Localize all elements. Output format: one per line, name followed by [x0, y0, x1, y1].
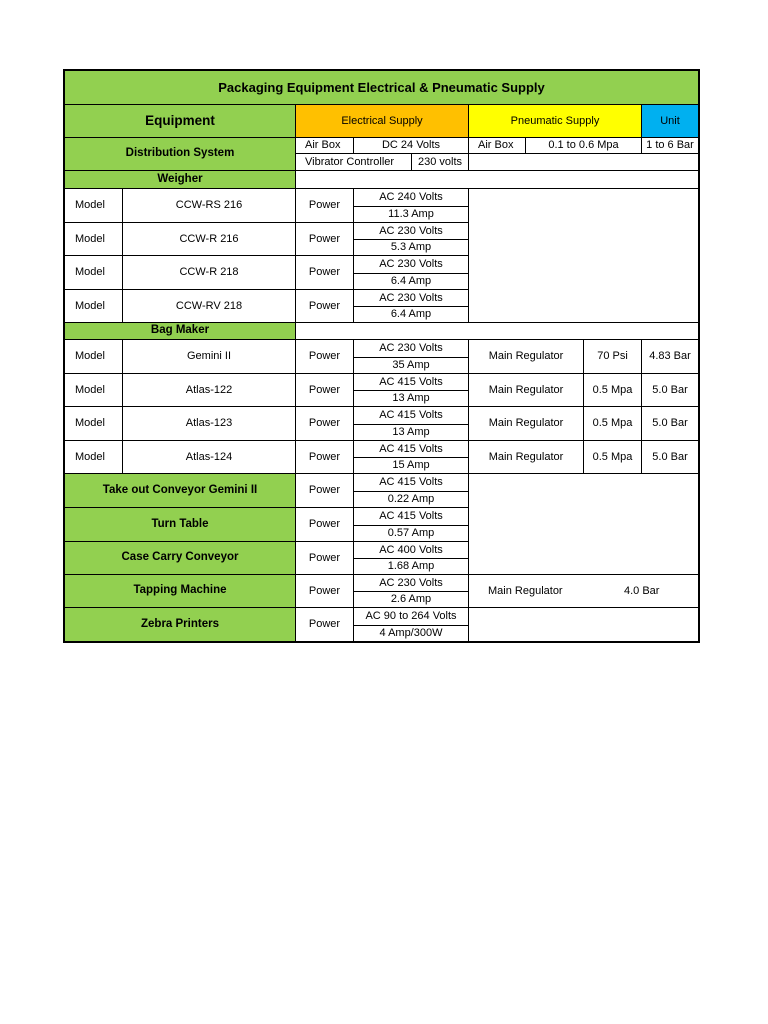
equipment-amps: 1.68 Amp	[353, 558, 469, 575]
weigher-section-blank	[295, 170, 699, 189]
equipment-power-label: Power	[295, 473, 354, 508]
bag-maker-regulator: Main Regulator	[468, 339, 584, 374]
header-unit: Unit	[641, 104, 699, 138]
bag-maker-pressure: 0.5 Mpa	[583, 406, 642, 441]
weigher-pneumatic-blank	[468, 188, 699, 323]
bag-maker-amps: 15 Amp	[353, 457, 469, 474]
distribution-vibrator-controller: Vibrator Controller	[295, 153, 412, 171]
equipment-amps: 2.6 Amp	[353, 591, 469, 608]
weigher-section-label: Weigher	[64, 170, 296, 189]
bag-maker-model-name: Atlas-124	[122, 440, 296, 474]
bag-maker-pressure: 0.5 Mpa	[583, 440, 642, 474]
bag-maker-bar: 5.0 Bar	[641, 373, 699, 407]
distribution-unit: 1 to 6 Bar	[641, 137, 699, 154]
bag-maker-model-label: Model	[64, 440, 123, 474]
distribution-pneumatic-range: 0.1 to 0.6 Mpa	[525, 137, 642, 154]
weigher-amps: 5.3 Amp	[353, 239, 469, 256]
bag-maker-power-label: Power	[295, 373, 354, 407]
equipment-volts: AC 400 Volts	[353, 541, 469, 559]
equipment-volts: AC 230 Volts	[353, 574, 469, 592]
header-pneumatic-supply: Pneumatic Supply	[468, 104, 642, 138]
weigher-volts: AC 230 Volts	[353, 289, 469, 307]
bag-maker-bar: 4.83 Bar	[641, 339, 699, 374]
weigher-power-label: Power	[295, 289, 354, 323]
bag-maker-bar: 5.0 Bar	[641, 406, 699, 441]
distribution-air-box-value: DC 24 Volts	[353, 137, 469, 154]
equipment-power-label: Power	[295, 541, 354, 575]
equipment-power-label: Power	[295, 574, 354, 608]
weigher-model-label: Model	[64, 188, 123, 223]
bag-maker-section-blank	[295, 322, 699, 340]
bag-maker-pressure: 0.5 Mpa	[583, 373, 642, 407]
distribution-vibrator-value: 230 volts	[411, 153, 469, 171]
weigher-volts: AC 230 Volts	[353, 222, 469, 240]
bag-maker-model-name: Gemini II	[122, 339, 296, 374]
equipment-name: Tapping Machine	[64, 574, 296, 608]
equipment-volts: AC 415 Volts	[353, 473, 469, 492]
weigher-model-name: CCW-RV 218	[122, 289, 296, 323]
bag-maker-model-name: Atlas-122	[122, 373, 296, 407]
weigher-amps: 11.3 Amp	[353, 206, 469, 223]
weigher-power-label: Power	[295, 255, 354, 290]
tapping-bar: 4.0 Bar	[624, 584, 660, 597]
equipment-name: Take out Conveyor Gemini II	[64, 473, 296, 508]
bag-maker-model-label: Model	[64, 373, 123, 407]
distribution-blank	[468, 153, 699, 171]
equipment-power-label: Power	[295, 507, 354, 542]
bag-maker-amps: 13 Amp	[353, 390, 469, 407]
weigher-model-label: Model	[64, 255, 123, 290]
weigher-volts: AC 230 Volts	[353, 255, 469, 274]
bag-maker-model-name: Atlas-123	[122, 406, 296, 441]
bag-maker-regulator: Main Regulator	[468, 373, 584, 407]
bag-maker-power-label: Power	[295, 440, 354, 474]
equipment-name: Turn Table	[64, 507, 296, 542]
bag-maker-volts: AC 230 Volts	[353, 339, 469, 358]
bag-maker-volts: AC 415 Volts	[353, 406, 469, 425]
equipment-amps: 0.22 Amp	[353, 491, 469, 508]
header-equipment: Equipment	[64, 104, 296, 138]
weigher-model-name: CCW-R 218	[122, 255, 296, 290]
bag-maker-volts: AC 415 Volts	[353, 373, 469, 391]
distribution-air-box: Air Box	[295, 137, 354, 154]
bag-maker-regulator: Main Regulator	[468, 440, 584, 474]
tapping-pneumatic	[468, 574, 699, 608]
weigher-power-label: Power	[295, 188, 354, 223]
distribution-pneumatic-air-box: Air Box	[468, 137, 526, 154]
zebra-pneumatic-blank	[468, 607, 699, 642]
weigher-volts: AC 240 Volts	[353, 188, 469, 207]
tapping-regulator: Main Regulator	[488, 584, 563, 597]
equipment-volts: AC 415 Volts	[353, 507, 469, 526]
weigher-model-label: Model	[64, 222, 123, 256]
weigher-amps: 6.4 Amp	[353, 306, 469, 323]
bag-maker-pressure: 70 Psi	[583, 339, 642, 374]
bag-maker-amps: 35 Amp	[353, 357, 469, 374]
bag-maker-model-label: Model	[64, 339, 123, 374]
weigher-model-name: CCW-R 216	[122, 222, 296, 256]
others-pneumatic-blank	[468, 473, 699, 575]
weigher-model-name: CCW-RS 216	[122, 188, 296, 223]
equipment-power-label: Power	[295, 607, 354, 642]
distribution-system-label: Distribution System	[64, 137, 296, 171]
bag-maker-section-label: Bag Maker	[64, 322, 296, 340]
bag-maker-regulator: Main Regulator	[468, 406, 584, 441]
bag-maker-amps: 13 Amp	[353, 424, 469, 441]
equipment-amps: 4 Amp/300W	[353, 625, 469, 642]
header-electrical-supply: Electrical Supply	[295, 104, 469, 138]
bag-maker-power-label: Power	[295, 406, 354, 441]
equipment-amps: 0.57 Amp	[353, 525, 469, 542]
weigher-power-label: Power	[295, 222, 354, 256]
bag-maker-volts: AC 415 Volts	[353, 440, 469, 458]
bag-maker-power-label: Power	[295, 339, 354, 374]
weigher-model-label: Model	[64, 289, 123, 323]
equipment-name: Zebra Printers	[64, 607, 296, 642]
bag-maker-model-label: Model	[64, 406, 123, 441]
equipment-volts: AC 90 to 264 Volts	[353, 607, 469, 626]
table-title: Packaging Equipment Electrical & Pneumatic Supply	[64, 70, 699, 105]
equipment-name: Case Carry Conveyor	[64, 541, 296, 575]
bag-maker-bar: 5.0 Bar	[641, 440, 699, 474]
weigher-amps: 6.4 Amp	[353, 273, 469, 290]
